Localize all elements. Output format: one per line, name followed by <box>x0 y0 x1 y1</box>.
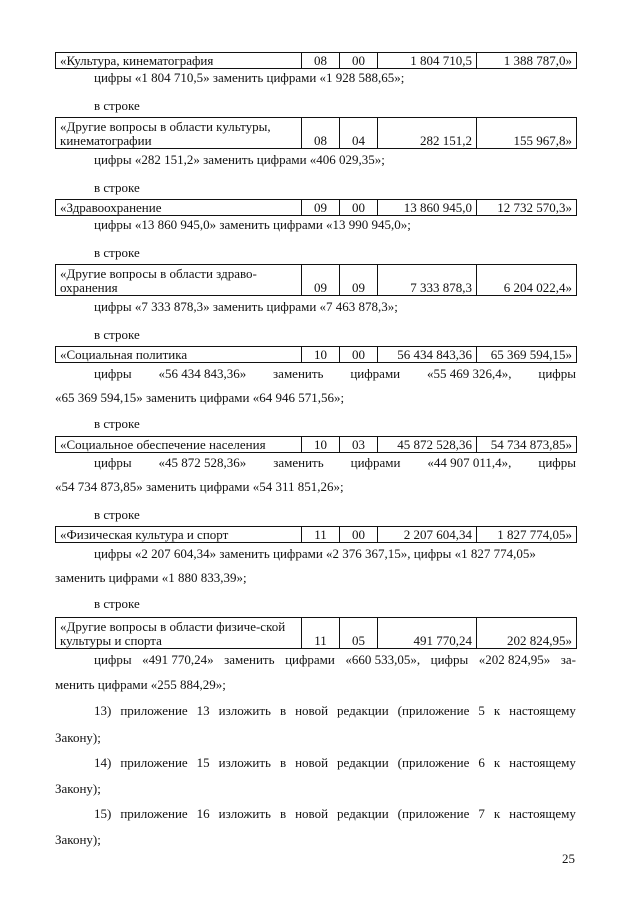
table-row <box>55 264 577 296</box>
word: «44 907 011,4», <box>427 455 512 470</box>
row-value-2: 54 734 873,85» <box>477 437 577 453</box>
word: 15 <box>196 755 210 770</box>
word: цифрами <box>285 652 335 667</box>
word: «491 770,24» <box>142 652 214 667</box>
table-row <box>55 199 577 216</box>
row-subsection: 04 <box>340 118 378 149</box>
row-value-1: 45 872 528,36 <box>378 437 477 453</box>
table-row <box>55 346 577 363</box>
word: изложить <box>218 703 271 718</box>
row-name: «Социальное обеспечение населения <box>56 437 302 453</box>
row-section: 11 <box>302 618 340 649</box>
row-section: 09 <box>302 200 340 216</box>
in-row-label: в строке <box>94 596 140 611</box>
in-row-label: в строке <box>94 507 140 522</box>
in-row-label: в строке <box>94 416 140 431</box>
word: «660 533,05», <box>345 652 421 667</box>
in-row-label: в строке <box>94 180 140 195</box>
word: редакции <box>337 703 389 718</box>
word: к <box>493 703 501 718</box>
row-value-1: 7 333 878,3 <box>378 265 477 296</box>
row-value-2: 1 827 774,05» <box>477 527 577 543</box>
row-section: 10 <box>302 347 340 363</box>
row-subsection: 03 <box>340 437 378 453</box>
replacement-text <box>94 455 576 470</box>
row-section: 10 <box>302 437 340 453</box>
row-subsection: 00 <box>340 53 378 69</box>
list-item-14-continuation: Закону); <box>55 781 101 796</box>
replacement-text: заменить цифрами «1 880 833,39»; <box>55 570 247 585</box>
word: к <box>493 806 501 821</box>
word: «55 469 326,4», <box>427 366 512 381</box>
row-name: «Другие вопросы в области культуры, кинематографии <box>56 118 302 149</box>
word: 14) <box>94 755 112 770</box>
list-item-14 <box>94 755 576 770</box>
row-value-2: 65 369 594,15» <box>477 347 577 363</box>
word: 5 <box>478 703 485 718</box>
row-subsection: 09 <box>340 265 378 296</box>
row-subsection: 00 <box>340 347 378 363</box>
replacement-text: цифры «2 207 604,34» заменить цифрами «2 376 367,15», цифры «1 827 774,05» <box>94 546 536 561</box>
word: заменить <box>273 366 324 381</box>
word: приложение <box>120 703 188 718</box>
word: в <box>279 703 287 718</box>
replacement-text: цифры «282 151,2» заменить цифрами «406 029,35»; <box>94 152 385 167</box>
word: (приложение <box>397 806 470 821</box>
in-row-label: в строке <box>94 98 140 113</box>
row-value-1: 2 207 604,34 <box>378 527 477 543</box>
word: 13 <box>196 703 210 718</box>
word: в <box>279 806 287 821</box>
table-row <box>55 117 577 149</box>
row-section: 08 <box>302 118 340 149</box>
word: за- <box>560 652 576 667</box>
word: редакции <box>337 806 389 821</box>
word: 15) <box>94 806 112 821</box>
word: 6 <box>478 755 485 770</box>
row-value-1: 282 151,2 <box>378 118 477 149</box>
row-section: 09 <box>302 265 340 296</box>
word: цифры <box>538 455 576 470</box>
list-item-13 <box>94 703 576 718</box>
table-row <box>55 526 577 543</box>
word: цифры <box>430 652 469 667</box>
replacement-text: цифры «7 333 878,3» заменить цифрами «7 463 878,3»; <box>94 299 398 314</box>
row-section: 11 <box>302 527 340 543</box>
row-subsection: 00 <box>340 200 378 216</box>
row-value-1: 13 860 945,0 <box>378 200 477 216</box>
replacement-text: «54 734 873,85» заменить цифрами «54 311 851,26»; <box>55 479 344 494</box>
word: настоящему <box>509 755 576 770</box>
word: цифрами <box>350 455 401 470</box>
word: «45 872 528,36» <box>158 455 247 470</box>
word: новой <box>295 703 329 718</box>
word: в <box>279 755 287 770</box>
word: цифрами <box>350 366 401 381</box>
row-value-2: 1 388 787,0» <box>477 53 577 69</box>
word: заменить <box>224 652 275 667</box>
replacement-text: «65 369 594,15» заменить цифрами «64 946 571,56»; <box>55 390 345 405</box>
word: заменить <box>273 455 324 470</box>
replacement-text: цифры «1 804 710,5» заменить цифрами «1 928 588,65»; <box>94 70 405 85</box>
word: (приложение <box>397 703 470 718</box>
word: цифры <box>538 366 576 381</box>
row-value-1: 1 804 710,5 <box>378 53 477 69</box>
row-name: «Другие вопросы в области физиче-ской культуры и спорта <box>56 618 302 649</box>
row-name: «Здравоохранение <box>56 200 302 216</box>
word: цифры <box>94 455 132 470</box>
row-subsection: 00 <box>340 527 378 543</box>
row-value-1: 491 770,24 <box>378 618 477 649</box>
replacement-text: цифры «13 860 945,0» заменить цифрами «13 990 945,0»; <box>94 217 411 232</box>
word: 16 <box>196 806 210 821</box>
row-value-2: 202 824,95» <box>477 618 577 649</box>
word: цифры <box>94 366 132 381</box>
row-section: 08 <box>302 53 340 69</box>
word: 13) <box>94 703 112 718</box>
word: 7 <box>478 806 485 821</box>
table-row <box>55 52 577 69</box>
word: новой <box>295 755 329 770</box>
in-row-label: в строке <box>94 327 140 342</box>
word: к <box>493 755 501 770</box>
row-value-2: 6 204 022,4» <box>477 265 577 296</box>
row-name: «Культура, кинематография <box>56 53 302 69</box>
list-item-13-continuation: Закону); <box>55 730 101 745</box>
word: цифры <box>94 652 132 667</box>
row-name: «Социальная политика <box>56 347 302 363</box>
word: (приложение <box>397 755 470 770</box>
word: изложить <box>218 806 271 821</box>
row-subsection: 05 <box>340 618 378 649</box>
word: приложение <box>120 755 188 770</box>
page-number: 25 <box>562 851 575 866</box>
table-row <box>55 436 577 453</box>
word: приложение <box>120 806 188 821</box>
row-name: «Другие вопросы в области здраво-охранения <box>56 265 302 296</box>
word: изложить <box>218 755 271 770</box>
word: «56 434 843,36» <box>158 366 247 381</box>
word: настоящему <box>509 806 576 821</box>
word: «202 824,95» <box>478 652 551 667</box>
table-row <box>55 617 577 649</box>
word: редакции <box>337 755 389 770</box>
word: новой <box>295 806 329 821</box>
replacement-text <box>94 652 576 667</box>
list-item-15 <box>94 806 576 821</box>
replacement-text <box>94 366 576 381</box>
row-value-1: 56 434 843,36 <box>378 347 477 363</box>
row-name: «Физическая культура и спорт <box>56 527 302 543</box>
replacement-text: менить цифрами «255 884,29»; <box>55 677 226 692</box>
list-item-15-continuation: Закону); <box>55 832 101 847</box>
word: настоящему <box>509 703 576 718</box>
in-row-label: в строке <box>94 245 140 260</box>
row-value-2: 155 967,8» <box>477 118 577 149</box>
row-value-2: 12 732 570,3» <box>477 200 577 216</box>
